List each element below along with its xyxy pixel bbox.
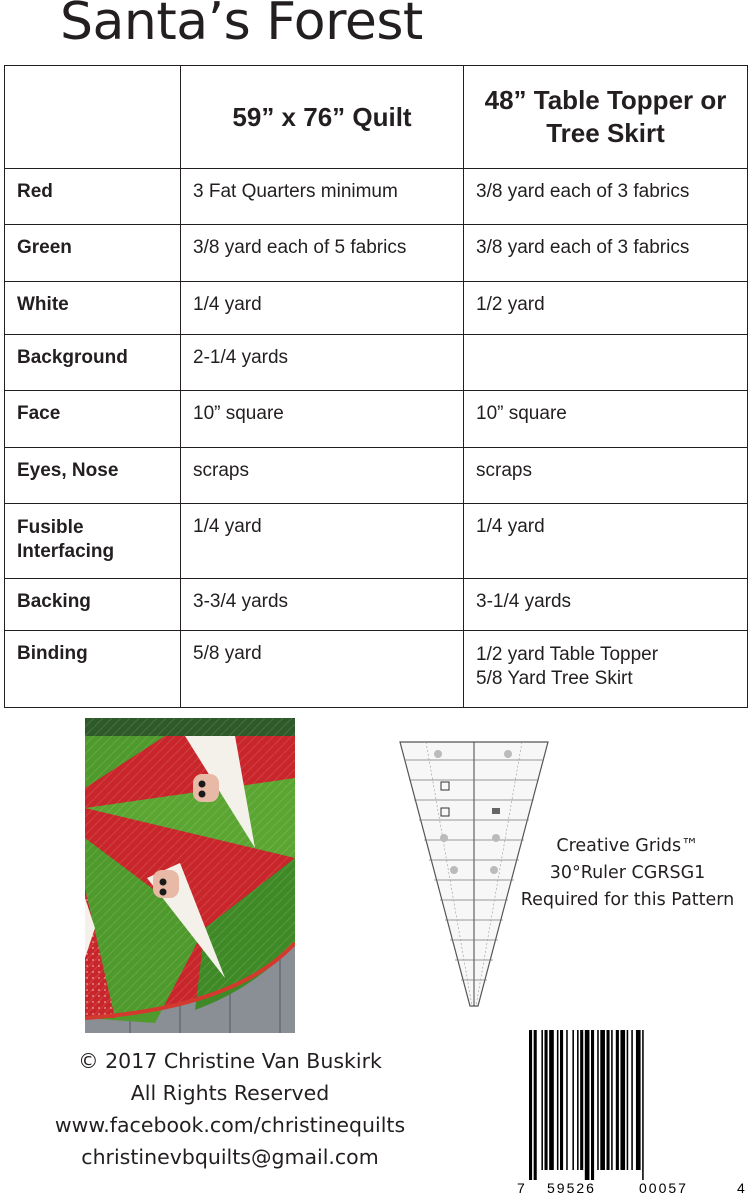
table-row bbox=[5, 282, 748, 335]
barcode-digits-right: 00057 bbox=[639, 1180, 688, 1195]
topper-cell: 3-1/4 yards bbox=[476, 591, 572, 612]
topper-cell bbox=[464, 335, 747, 347]
barcode-bar bbox=[631, 1030, 633, 1170]
barcode-bar bbox=[585, 1030, 590, 1180]
copyright-line: © 2017 Christine Van Buskirk bbox=[78, 1049, 382, 1073]
topper-cell: 3/8 yard each of 3 fabrics bbox=[476, 237, 690, 258]
table-row bbox=[5, 391, 748, 448]
row-label: Binding bbox=[17, 643, 88, 664]
barcode-digit-check: 4 bbox=[737, 1180, 745, 1195]
barcode-bar bbox=[627, 1030, 629, 1170]
header-empty bbox=[5, 66, 181, 169]
topper-cell: 10” square bbox=[476, 403, 567, 424]
barcode-bar bbox=[549, 1030, 554, 1170]
quilt-cell: scraps bbox=[193, 460, 249, 481]
requirements-table bbox=[4, 65, 747, 707]
barcode-digit-lead: 7 bbox=[517, 1180, 525, 1195]
barcode bbox=[515, 1030, 747, 1195]
barcode-bar bbox=[600, 1030, 605, 1170]
row-label: Red bbox=[17, 181, 53, 202]
ruler-note-required: Required for this Pattern bbox=[520, 890, 735, 910]
table-row bbox=[5, 225, 748, 282]
quilt-photo bbox=[85, 718, 295, 1033]
barcode-bar bbox=[572, 1030, 574, 1170]
quilt-cell: 10” square bbox=[193, 403, 284, 424]
barcode-bar bbox=[560, 1030, 563, 1170]
barcode-bar bbox=[529, 1030, 532, 1180]
quilt-cell: 3-3/4 yards bbox=[193, 591, 289, 612]
row-label: Face bbox=[17, 403, 61, 424]
header-topper bbox=[464, 66, 748, 169]
row-label: Eyes, Nose bbox=[17, 460, 119, 481]
quilt-cell: 1/4 yard bbox=[193, 294, 262, 315]
barcode-bar bbox=[566, 1030, 568, 1170]
barcode-bar bbox=[580, 1030, 583, 1170]
quilt-cell: 5/8 yard bbox=[193, 643, 262, 664]
table-row bbox=[5, 504, 748, 579]
ruler-note-model: 30°Ruler CGRSG1 bbox=[549, 863, 706, 883]
barcode-bar bbox=[607, 1030, 610, 1170]
barcode-bar bbox=[534, 1030, 537, 1180]
barcode-bar bbox=[611, 1030, 613, 1170]
quilt-cell: 2-1/4 yards bbox=[193, 347, 289, 368]
row-label: Fusible Interfacing bbox=[17, 517, 115, 562]
page-title: Santa’s Forest bbox=[60, 0, 423, 52]
topper-cell: 3/8 yard each of 3 fabrics bbox=[476, 181, 690, 202]
rights-line: All Rights Reserved bbox=[130, 1081, 330, 1105]
barcode-bar bbox=[597, 1030, 599, 1170]
barcode-digits-left: 59526 bbox=[547, 1180, 596, 1195]
website-link[interactable]: www.facebook.com/christinequilts bbox=[54, 1113, 406, 1137]
header-quilt: 59” x 76” Quilt bbox=[181, 66, 464, 169]
topper-cell: 1/2 yard bbox=[476, 294, 545, 315]
ruler-note-brand: Creative Grids™ bbox=[556, 836, 699, 856]
barcode-bar bbox=[636, 1030, 641, 1170]
email-link[interactable]: christinevbquilts@gmail.com bbox=[81, 1145, 379, 1169]
ruler-note bbox=[505, 833, 750, 914]
barcode-bar bbox=[577, 1030, 579, 1170]
row-label: White bbox=[17, 294, 69, 315]
barcode-bar bbox=[616, 1030, 619, 1170]
row-label: Green bbox=[17, 237, 72, 258]
topper-cell: 1/4 yard bbox=[476, 516, 545, 537]
barcode-bar bbox=[620, 1030, 625, 1170]
table-row bbox=[5, 579, 748, 631]
row-label: Background bbox=[17, 347, 128, 368]
quilt-cell: 3 Fat Quarters minimum bbox=[193, 181, 398, 202]
table-row bbox=[5, 335, 748, 391]
header-topper-label: 48” Table Topper or Tree Skirt bbox=[484, 85, 727, 148]
table-header-row bbox=[5, 66, 748, 169]
barcode-bar bbox=[591, 1030, 594, 1180]
topper-cell: scraps bbox=[476, 460, 532, 481]
table-row bbox=[5, 631, 748, 708]
row-label: Backing bbox=[17, 591, 91, 612]
barcode-bar bbox=[642, 1030, 644, 1180]
barcode-bar bbox=[545, 1030, 548, 1170]
topper-cell: 1/2 yard Table Topper 5/8 Yard Tree Skirt bbox=[476, 644, 659, 689]
quilt-cell: 3/8 yard each of 5 fabrics bbox=[193, 237, 407, 258]
barcode-bar bbox=[557, 1030, 559, 1170]
credits bbox=[10, 1045, 450, 1173]
quilt-cell: 1/4 yard bbox=[193, 516, 262, 537]
table-row bbox=[5, 448, 748, 504]
barcode-bar bbox=[541, 1030, 543, 1170]
table-row bbox=[5, 169, 748, 225]
